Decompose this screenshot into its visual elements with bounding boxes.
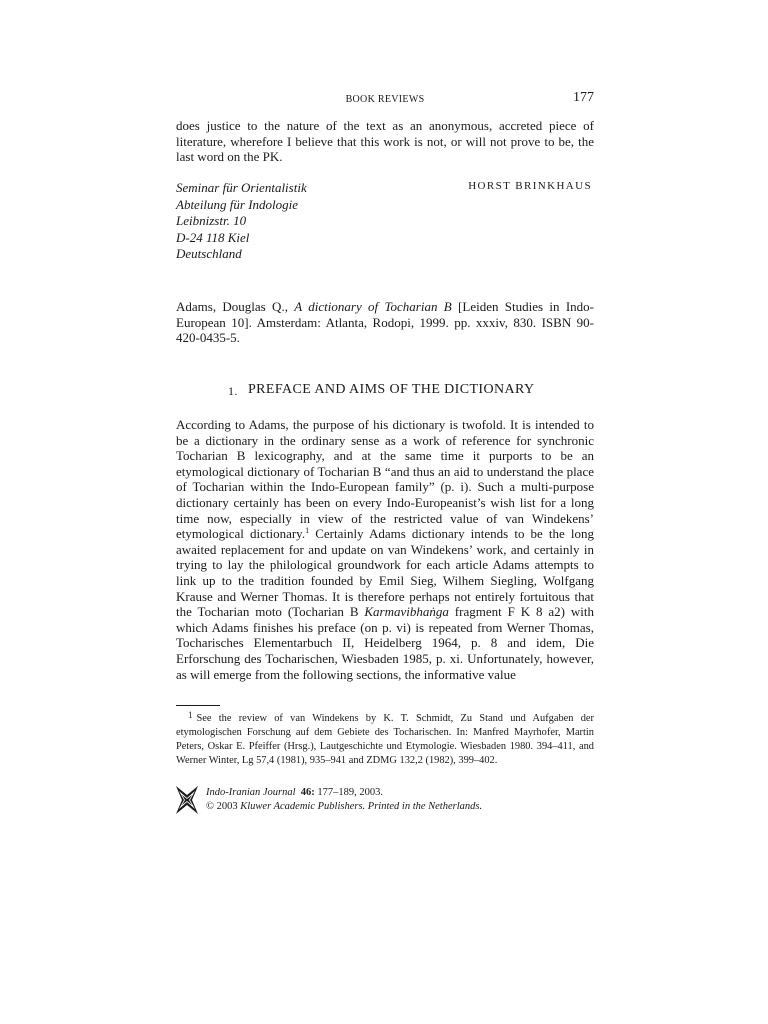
footnote [176, 708, 594, 768]
section-number: 1. [228, 384, 238, 398]
body-paragraph [176, 417, 594, 682]
running-title: BOOK REVIEWS [345, 94, 425, 105]
affiliation-line: Deutschland [176, 246, 242, 261]
citation-book-title: A dictionary of Tocharian B [294, 299, 452, 314]
affiliation-line: D-24 118 Kiel [176, 229, 250, 245]
citation-author: Adams, Douglas Q., [176, 299, 295, 314]
footnote-text: See the review of van Windekens by K. T. Schmidt, Zu Stand und Aufgaben der etymologischen Forschung auf dem Gebiete des Tocharischen. In: Manfred Mayrhofer, Martin Peters, Oskar E. Pfeiffer (Hrsg.), Lautgeschichte und Etymologie. Wiesbaden 1980. 394–411, and Werner Winter, Lg 57,4 (1981), 935–941 and ZDMG 132,2 (1982), 399–402. [176, 713, 594, 766]
journal-citation-line [206, 786, 606, 800]
book-citation [176, 299, 594, 346]
journal-info [206, 786, 606, 814]
footnote-reference[interactable]: 1 [305, 526, 310, 536]
body-text-2: Certainly Adams dictionary intends to be the long awaited replacement for and update on van Windekens’ work, and certainly in trying to lay the philological groundwork for each article Adams attempts to link up to the tradition founded by Emil Sieg, Wilhem Siegling, Wolfgang Krause and Werner Thomas. It is therefore perhaps not entirely fortuitous that the Tocharian moto (Tocharian B [176, 526, 595, 620]
kluwer-logo-icon [176, 786, 198, 814]
body-text-3: fragment F K 8 a2) with which Adams finishes his preface (on p. vi) is repeated from Werner Thomas, Tocharisches Elementarbuch II, Heidelberg 1964, p. 8 and idem, Die Erforschung des Tocharischen, Wiesbaden 1985, p. xi. Unfortunately, however, as will emerge from the following sections, the informative value [176, 604, 594, 682]
footnote-marker: 1 [188, 710, 193, 720]
affiliation-line: Abteilung für Indologie [176, 196, 299, 212]
body-italic-term: Karmavibhaṅga [364, 604, 449, 620]
page-number: 177 [573, 90, 594, 105]
footnote-divider [176, 705, 220, 706]
publisher-name: Kluwer Academic Publishers. Printed in the Netherlands. [240, 801, 483, 812]
affiliation-line: Seminar für Orientalistik [176, 180, 307, 195]
journal-volume: 46: [300, 787, 315, 798]
citation-details: [Leiden Studies in Indo-European 10]. Amsterdam: Atlanta, Rodopi, 1999. pp. xxxiv, 830. ISBN 90-420-0435-5. [176, 299, 594, 346]
journal-pages: 177–189, 2003. [314, 787, 384, 798]
copyright-line [206, 800, 606, 814]
journal-name: Indo-Iranian Journal [206, 787, 296, 798]
running-header [176, 90, 594, 110]
body-text-1: According to Adams, the purpose of his dictionary is twofold. It is intended to be a dictionary in the ordinary sense as a work of reference for synchronic Tocharian B lexicography, and at the same time it purports to be an etymological dictionary of Tocharian B “and thus an aid to understand the place of Tocharian within the Indo-European family” (p. i). Such a multi-purpose dictionary certainly has been on every Indo-Europeanist’s wish list for a long time now, especially in view of the restricted value of van Windekens’ etymological dictionary. [176, 417, 594, 542]
opening-paragraph: does justice to the nature of the text as an anonymous, accreted piece of literature, wherefore I believe that this work is not, or will not prove to be, the last word on the PK. [176, 118, 594, 165]
reviewer-affiliation [176, 180, 594, 263]
affiliation-line: Leibnizstr. 10 [176, 213, 247, 228]
copyright-notice: © 2003 [206, 801, 241, 812]
section-title: PREFACE AND AIMS OF THE DICTIONARY [248, 382, 535, 397]
reviewer-name: HORST BRINKHAUS [468, 180, 592, 192]
